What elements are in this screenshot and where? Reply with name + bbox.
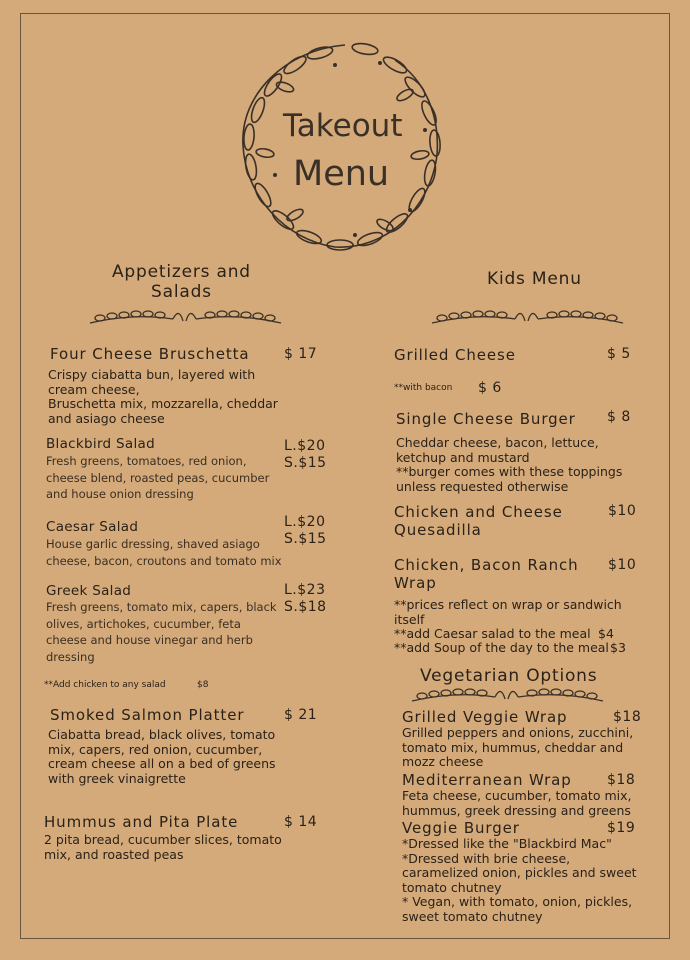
item-price: $ 5 — [607, 346, 631, 362]
item-price: $ 17 — [284, 346, 318, 362]
item-price: $ 14 — [284, 814, 318, 830]
item-name: Greek Salad — [46, 583, 132, 599]
item-desc: Grilled peppers and onions, zucchini, tomato mix, hummus, cheddar and mozz cheese — [402, 725, 634, 769]
item-desc: House garlic dressing, shaved asiago cheese, bacon, croutons and tomato mix — [46, 537, 282, 568]
item-price: $10 — [608, 503, 637, 519]
vine-divider-icon — [88, 305, 283, 333]
item-name: Single Cheese Burger — [396, 410, 576, 428]
vine-divider-icon — [410, 683, 605, 711]
bacon-addon-price: $ 6 — [478, 380, 502, 396]
wreath-icon — [225, 35, 465, 265]
item-desc: Crispy ciabatta bun, layered with cream cheese, Bruschetta mix, mozzarella, cheddar and asiago cheese — [48, 367, 278, 426]
item-desc: *Dressed like the "Blackbird Mac" *Dressed with brie cheese, caramelized onion, pickles and sweet tomato chutney * Vegan, with tomato, onion, pickles, sweet tomato chutney — [402, 836, 637, 924]
bacon-addon-note: **with bacon — [394, 383, 453, 393]
kids-menu-heading: Kids Menu — [487, 269, 582, 289]
item-price: $ 21 — [284, 707, 318, 723]
item-price: $ 8 — [607, 409, 631, 425]
kids-notes: **prices reflect on wrap or sandwich itself — [394, 597, 622, 627]
item-name: Grilled Cheese — [394, 346, 516, 364]
item-price-small: S.$18 — [284, 599, 327, 615]
item-price: $18 — [607, 772, 636, 788]
chicken-addon-price: $8 — [197, 680, 209, 690]
item-name: Smoked Salmon Platter — [50, 706, 245, 724]
item-desc: Cheddar cheese, bacon, lettuce, ketchup and mustard **burger comes with these toppings unless requested otherwise — [396, 435, 623, 494]
item-name: Mediterranean Wrap — [402, 771, 572, 789]
item-desc: 2 pita bread, cucumber slices, tomato mix, and roasted peas — [44, 832, 282, 862]
item-name: Hummus and Pita Plate — [44, 813, 239, 831]
title-takeout: Takeout — [283, 108, 403, 144]
soup-addon-note: **add Soup of the day to the meal — [394, 640, 609, 655]
item-price: $10 — [608, 557, 637, 573]
item-desc: Feta cheese, cucumber, tomato mix, hummus, greek dressing and greens — [402, 788, 632, 818]
item-name: Grilled Veggie Wrap — [402, 708, 568, 726]
vine-divider-icon — [430, 305, 625, 333]
item-price: $18 — [613, 709, 642, 725]
caesar-addon-note: **add Caesar salad to the meal — [394, 626, 591, 641]
caesar-addon-price: $4 — [598, 626, 614, 641]
vegetarian-heading: Vegetarian Options — [420, 666, 598, 686]
item-desc: Ciabatta bread, black olives, tomato mix, capers, red onion, cucumber, cream cheese all on a bed of greens with greek vinaigrette — [48, 727, 276, 786]
item-name: Veggie Burger — [402, 819, 520, 837]
title-menu: Menu — [293, 154, 390, 194]
item-name: Four Cheese Bruschetta — [50, 345, 250, 363]
item-name: Caesar Salad — [46, 519, 139, 535]
item-name: Blackbird Salad — [46, 436, 155, 452]
item-price-large: L.$20 — [284, 514, 326, 530]
item-price-large: L.$23 — [284, 582, 326, 598]
item-price: $19 — [607, 820, 636, 836]
item-price-large: L.$20 — [284, 438, 326, 454]
item-desc: Fresh greens, tomato mix, capers, black olives, artichokes, cucumber, feta cheese and house vinegar and herb dressing — [46, 600, 277, 664]
item-name: Chicken, Bacon Ranch Wrap — [394, 556, 579, 592]
item-desc: Fresh greens, tomatoes, red onion, cheese blend, roasted peas, cucumber and house onion dressing — [46, 454, 270, 501]
item-name: Chicken and Cheese Quesadilla — [394, 503, 563, 539]
item-price-small: S.$15 — [284, 531, 327, 547]
appetizers-heading: Appetizers and Salads — [112, 262, 251, 302]
chicken-addon-note: **Add chicken to any salad — [44, 680, 166, 690]
item-price-small: S.$15 — [284, 455, 327, 471]
soup-addon-price: $3 — [610, 640, 626, 655]
